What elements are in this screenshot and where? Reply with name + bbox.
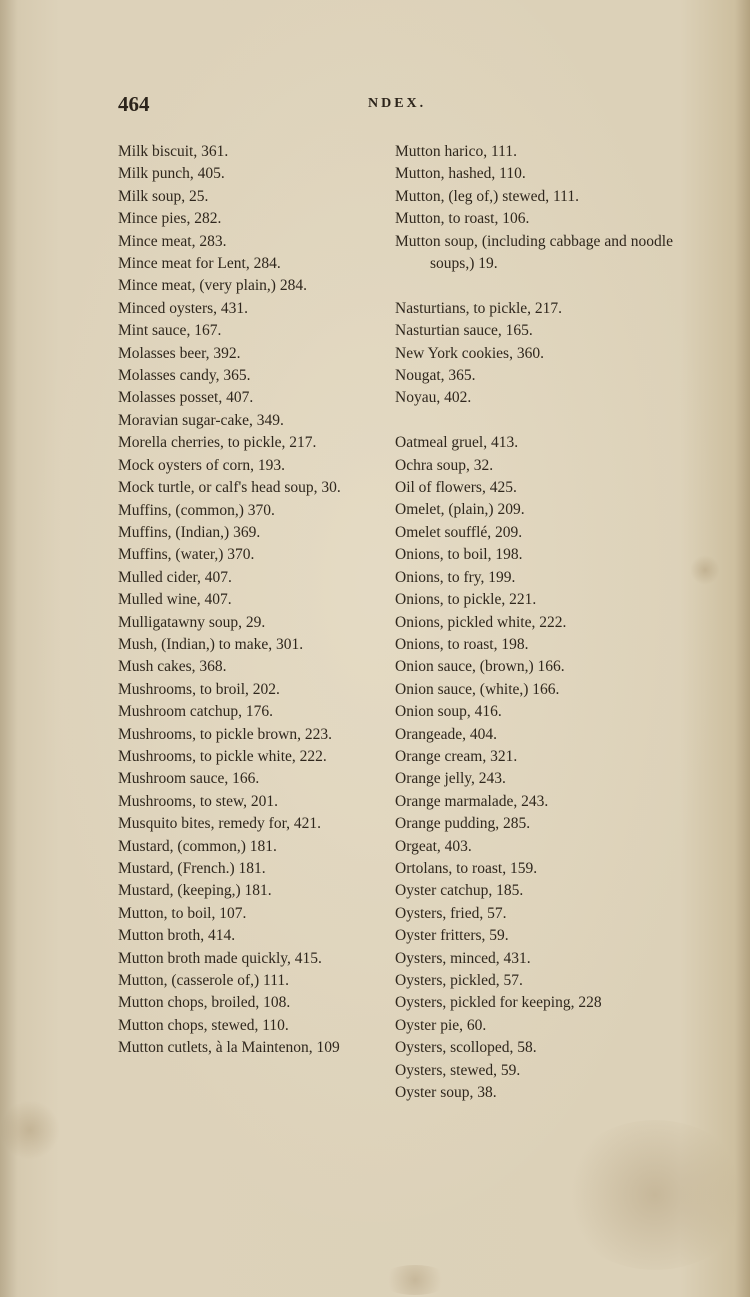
index-entry: Mutton, to roast, 106. [395, 210, 530, 228]
page-number: 464 [118, 92, 150, 116]
index-entry: Oyster catchup, 185. [395, 882, 524, 900]
index-entry: Orange cream, 321. [395, 747, 518, 765]
index-entry: Mutton chops, broiled, 108. [118, 994, 291, 1012]
index-entry: Oyster soup, 38. [395, 1084, 497, 1102]
index-entry: Mutton harico, 111. [395, 143, 517, 160]
index-entry: Mock turtle, or calf's head soup, 30. [118, 479, 341, 497]
index-entry: Molasses beer, 392. [118, 344, 241, 362]
index-entry: Mutton cutlets, à la Maintenon, 109 [118, 1039, 340, 1057]
index-entry: Mint sauce, 167. [118, 322, 222, 340]
index-entry: Orangeade, 404. [395, 725, 497, 743]
index-entry: Morella cherries, to pickle, 217. [118, 434, 317, 452]
index-entry: Mutton broth made quickly, 415. [118, 949, 322, 967]
index-entry: Mulligatawny soup, 29. [118, 613, 266, 631]
index-entry: Musquito bites, remedy for, 421. [118, 815, 322, 833]
index-entry: Mulled wine, 407. [118, 591, 232, 609]
index-entry: Orange pudding, 285. [395, 815, 531, 833]
index-entry: Onions, to boil, 198. [395, 546, 523, 564]
index-entry: Mince pies, 282. [118, 210, 222, 228]
section-gap [395, 275, 673, 297]
page-stain [380, 1265, 450, 1295]
page-stain [690, 555, 720, 585]
index-entry: Orgeat, 403. [395, 837, 472, 855]
index-entry: Mutton soup, (including cabbage and noodle soups,) 19. [395, 232, 673, 273]
index-entry: Mushrooms, to pickle white, 222. [118, 747, 327, 765]
index-entry: Orange jelly, 243. [395, 770, 506, 788]
page-header [118, 92, 678, 122]
index-entry: Milk biscuit, 361. [118, 143, 229, 160]
index-entry: Milk punch, 405. [118, 165, 225, 183]
index-entry: Onions, pickled white, 222. [395, 613, 567, 631]
index-entry: Oil of flowers, 425. [395, 479, 517, 497]
index-entry: Omelet, (plain,) 209. [395, 501, 525, 519]
index-entry: Milk soup, 25. [118, 187, 209, 205]
index-entry: Oysters, pickled for keeping, 228 [395, 994, 602, 1012]
index-entry: Mince meat, 283. [118, 232, 227, 250]
index-entry: Mushrooms, to stew, 201. [118, 792, 279, 810]
index-entry: Oatmeal gruel, 413. [395, 434, 519, 452]
index-entry: Mutton chops, stewed, 110. [118, 1016, 289, 1034]
index-entry: Oyster fritters, 59. [395, 927, 509, 945]
index-entry: Mushroom sauce, 166. [118, 770, 260, 788]
index-entry: Minced oysters, 431. [118, 299, 249, 317]
index-entry: Nougat, 365. [395, 367, 476, 385]
index-entry: Onion soup, 416. [395, 703, 502, 721]
index-entry: Mustard, (common,) 181. [118, 837, 277, 855]
index-entry: Oysters, fried, 57. [395, 904, 507, 922]
index-entry: Mushrooms, to broil, 202. [118, 680, 280, 698]
page-stain [560, 1120, 750, 1270]
index-entry: Onions, to roast, 198. [395, 635, 529, 653]
index-entry: Mulled cider, 407. [118, 568, 232, 586]
index-entry: Muffins, (Indian,) 369. [118, 523, 261, 541]
section-gap [395, 410, 673, 432]
index-entry: Mustard, (keeping,) 181. [118, 882, 272, 900]
index-entry: Mushroom catchup, 176. [118, 703, 273, 721]
index-entry: New York cookies, 360. [395, 344, 544, 362]
index-entry: Mutton, to boil, 107. [118, 904, 247, 922]
index-entry: Omelet soufflé, 209. [395, 523, 523, 541]
index-entry: Mutton, (leg of,) stewed, 111. [395, 187, 579, 205]
index-entry: Onion sauce, (white,) 166. [395, 680, 560, 698]
index-entry: Muffins, (water,) 370. [118, 546, 255, 564]
index-entry: Oysters, scolloped, 58. [395, 1039, 537, 1057]
index-entry: Mush, (Indian,) to make, 301. [118, 635, 304, 653]
index-entry: Ochra soup, 32. [395, 456, 494, 474]
index-entry: Mustard, (French.) 181. [118, 860, 266, 877]
index-entry: Mince meat, (very plain,) 284. [118, 277, 307, 295]
index-entry: Mutton, hashed, 110. [395, 165, 526, 183]
index-entry: Mutton broth, 414. [118, 927, 236, 945]
index-entry: Oysters, minced, 431. [395, 949, 531, 967]
index-entry: Nasturtian sauce, 165. [395, 322, 533, 340]
index-entry: Nasturtians, to pickle, 217. [395, 299, 563, 317]
index-entry: Molasses candy, 365. [118, 367, 251, 385]
index-column-left [118, 141, 386, 1060]
index-entry: Oysters, pickled, 57. [395, 972, 523, 989]
index-entry: Noyau, 402. [395, 389, 472, 407]
index-entry: Onions, to fry, 199. [395, 568, 516, 586]
index-entry: Orange marmalade, 243. [395, 792, 549, 810]
index-entry: Oyster pie, 60. [395, 1016, 487, 1034]
index-entry: Molasses posset, 407. [118, 389, 254, 407]
index-entry: Ortolans, to roast, 159. [395, 859, 538, 877]
running-head: NDEX. [368, 96, 427, 111]
index-entry: Moravian sugar-cake, 349. [118, 411, 284, 429]
index-column-right [395, 141, 673, 1104]
index-entry: Oysters, stewed, 59. [395, 1061, 521, 1079]
index-entry: Onions, to pickle, 221. [395, 591, 537, 609]
index-entry: Muffins, (common,) 370. [118, 501, 275, 519]
index-entry: Mush cakes, 368. [118, 658, 227, 676]
index-entry: Mince meat for Lent, 284. [118, 255, 281, 273]
index-entry: Mutton, (casserole of,) 111. [118, 972, 290, 990]
index-entry: Mock oysters of corn, 193. [118, 456, 286, 474]
index-entry: Mushrooms, to pickle brown, 223. [118, 725, 332, 743]
index-entry: Onion sauce, (brown,) 166. [395, 658, 565, 676]
page-stain [0, 1100, 60, 1160]
